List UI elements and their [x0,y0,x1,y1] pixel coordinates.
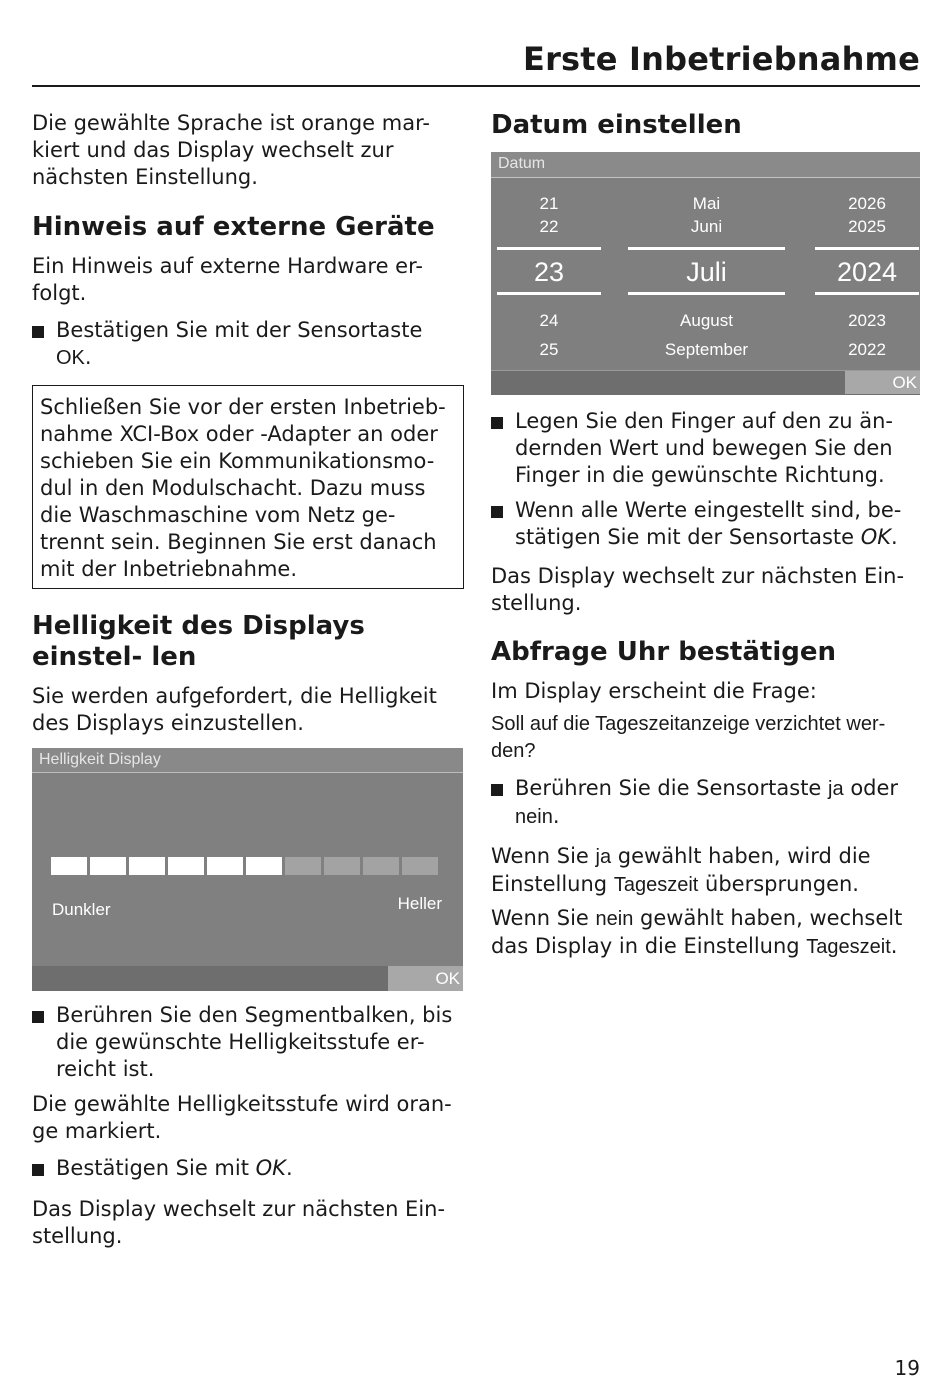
page-number: 19 [894,1356,920,1380]
left-column [32,110,464,1250]
brightness-segment[interactable] [90,857,126,875]
month-wheel[interactable]: Mai Juni Juli August September [628,192,785,364]
page-title: Erste Inbetriebnahme [523,40,920,78]
selected-year: 2024 [815,247,919,295]
external-devices-text: Ein Hinweis auf externe Hardware er- folgt. [32,254,423,305]
date-heading: Datum einstellen [491,110,742,140]
brightness-segment[interactable] [51,857,87,875]
brightness-segment-bar[interactable] [51,857,438,875]
brightness-segment[interactable] [285,857,321,875]
day-wheel[interactable]: 21 22 23 24 25 [497,192,601,364]
brightness-display-footer [32,966,463,991]
date-display-footer [491,370,920,395]
year-wheel[interactable]: 2026 2025 2024 2023 2022 [815,192,919,364]
brightness-segment[interactable] [246,857,282,875]
brightness-highlight-text: Die gewählte Helligkeitsstufe wird oran- ge markiert. [32,1092,452,1143]
external-devices-heading: Hinweis auf externe Geräte [32,212,435,242]
selected-day: 23 [497,247,601,295]
right-column [491,110,921,961]
brightness-segment[interactable] [324,857,360,875]
brightness-next-text: Das Display wechselt zur nächsten Ein- stellung. [32,1197,446,1248]
ok-key-label: OK [255,1156,286,1180]
ok-key-label: OK [56,347,85,369]
date-bullet-confirm: Wenn alle Werte eingestellt sind, be- stätigen Sie mit der Sensortaste OK. [491,497,921,551]
brighter-label: Heller [397,894,442,913]
brightness-display-header [32,748,463,773]
intro-text: Die gewählte Sprache ist orange mar- kiert und das Display wechselt zur nächsten Einstellung. [32,111,430,189]
darker-label: Dunkler [52,900,111,919]
date-ok-button[interactable]: OK [845,371,920,394]
ok-key-label: OK [860,525,892,549]
brightness-segment[interactable] [129,857,165,875]
brightness-segment[interactable] [168,857,204,875]
clock-heading: Abfrage Uhr bestätigen [491,637,836,667]
brightness-bullet-touch: Berühren Sie den Segmentbalken, bis die gewünschte Helligkeitsstufe er- reicht ist. [32,1002,464,1083]
yes-key-label: ja [828,778,844,800]
notice-box: Schließen Sie vor der ersten Inbetrieb- nahme XCI-Box oder -Adapter an oder schieben Sie ein Kommunikationsmo- dul in den Modulschacht. Dazu muss die Waschmaschine vom Netz ge- trennt sein. Beginnen Sie erst danach mit der Inbetriebnahme. [32,385,464,589]
clock-yes-text: Wenn Sie ja gewählt haben, wird die Einstellung Tageszeit übersprungen. [491,844,871,896]
clock-bullet: Berühren Sie die Sensortaste ja oder nein. [491,775,921,831]
date-next-text: Das Display wechselt zur nächsten Ein- stellung. [491,564,905,615]
selected-month: Juli [628,247,785,295]
date-bullet-finger: Legen Sie den Finger auf den zu än- dernden Wert und bewegen Sie den Finger in die gewünschte Richtung. [491,408,921,489]
date-display-title: Datum [498,155,546,172]
date-display [491,152,920,395]
brightness-segment[interactable] [402,857,438,875]
no-key-label: nein [515,806,553,828]
brightness-text: Sie werden aufgefordert, die Helligkeit des Displays einzustellen. [32,684,437,735]
clock-question: Soll auf die Tageszeitanzeige verzichtet wer- den? [491,713,886,762]
clock-no-text: Wenn Sie nein gewählt haben, wechselt das Display in die Einstellung Tageszeit. [491,906,903,958]
page-header [32,38,920,87]
brightness-segment[interactable] [363,857,399,875]
brightness-segment[interactable] [207,857,243,875]
brightness-bullet-confirm: Bestätigen Sie mit OK. [32,1155,464,1182]
brightness-ok-button[interactable]: OK [388,966,463,991]
brightness-display-title: Helligkeit Display [39,751,161,768]
brightness-heading: Helligkeit des Displays einstel- len [32,611,365,672]
clock-text: Im Display erscheint die Frage: [491,679,817,703]
brightness-display [32,748,463,991]
external-devices-bullet: Bestätigen Sie mit der Sensortaste OK. [32,317,464,372]
date-display-header [491,152,920,178]
